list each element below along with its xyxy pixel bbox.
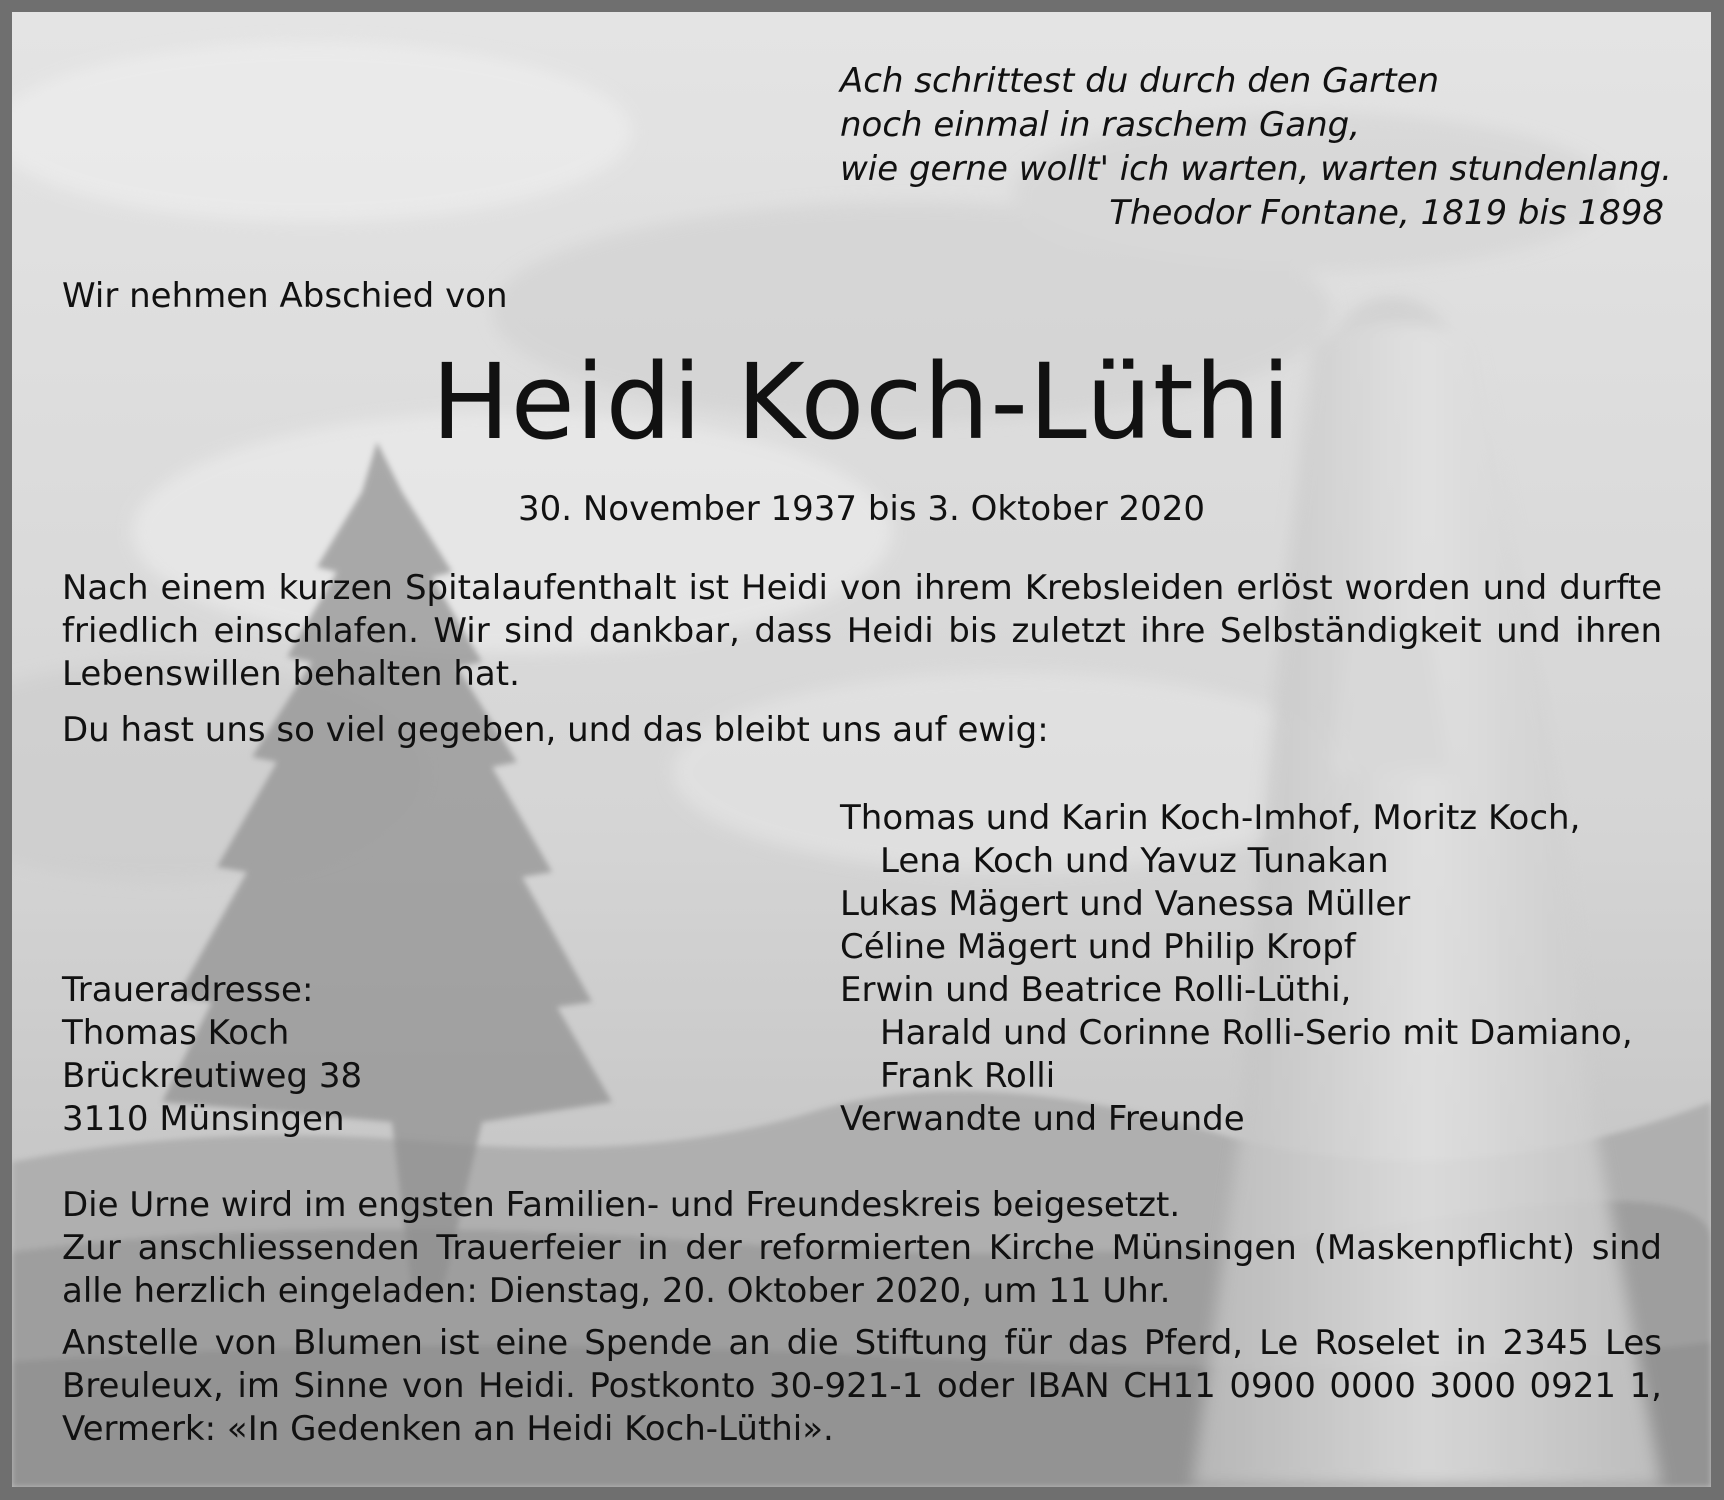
paragraph-illness: Nach einem kurzen Spitalaufenthalt ist Heidi von ihrem Krebsleiden erlöst worden und durfte friedlich einschlafen. Wir sind dankbar, dass Heidi bis zuletzt ihre Selbständigkeit und ihren Lebenswillen behalten hat.: [62, 568, 1662, 694]
deceased-name: Heidi Koch-Lüthi: [431, 341, 1292, 463]
family-member: Thomas und Karin Koch-Imhof, Moritz Koch,: [840, 798, 1581, 838]
paragraph-urn: Die Urne wird im engsten Familien- und Freundeskreis beigesetzt.: [62, 1185, 1181, 1225]
poem-quote: [840, 59, 1670, 235]
family-member: Lukas Mägert und Vanessa Müller: [840, 884, 1411, 924]
address-label: Traueradresse:: [62, 970, 314, 1010]
intro-text: Wir nehmen Abschied von: [62, 276, 508, 316]
quote-line: noch einmal in raschem Gang,: [840, 105, 1361, 145]
family-member: Verwandte und Freunde: [840, 1099, 1245, 1139]
paragraph-donation: Anstelle von Blumen ist eine Spende an die Stiftung für das Pferd, Le Roselet in 2345 Les Breuleux, im Sinne von Heidi. Postkonto 30-921-1 oder IBAN CH11 0900 0000 3000 0921 1, Vermerk: «In Gedenken an Heidi Koch-Lüthi».: [62, 1323, 1662, 1449]
quote-author: Theodor Fontane, 1819 bis 1898: [1109, 193, 1664, 233]
family-member: Céline Mägert und Philip Kropf: [840, 927, 1356, 967]
family-member: Frank Rolli: [880, 1056, 1056, 1096]
paragraph-gratitude: Du hast uns so viel gegeben, und das bleibt uns auf ewig:: [62, 710, 1049, 750]
family-member: Erwin und Beatrice Rolli-Lüthi,: [840, 970, 1352, 1010]
quote-line: wie gerne wollt' ich warten, warten stundenlang.: [840, 149, 1672, 189]
address-street: Brückreutiweg 38: [62, 1056, 363, 1096]
family-member: Harald und Corinne Rolli-Serio mit Damiano,: [880, 1013, 1633, 1053]
family-list: [840, 797, 1633, 1141]
mourning-address: [62, 969, 362, 1141]
address-name: Thomas Koch: [62, 1013, 290, 1053]
life-dates: 30. November 1937 bis 3. Oktober 2020: [517, 489, 1206, 529]
address-city: 3110 Münsingen: [62, 1099, 345, 1139]
obituary-card: [12, 12, 1711, 1487]
quote-line: Ach schrittest du durch den Garten: [840, 61, 1440, 101]
family-member: Lena Koch und Yavuz Tunakan: [880, 841, 1389, 881]
paragraph-ceremony: Zur anschliessenden Trauerfeier in der reformierten Kirche Münsingen (Maskenpflicht) sind alle herzlich eingeladen: Dienstag, 20. Oktober 2020, um 11 Uhr.: [62, 1228, 1662, 1311]
